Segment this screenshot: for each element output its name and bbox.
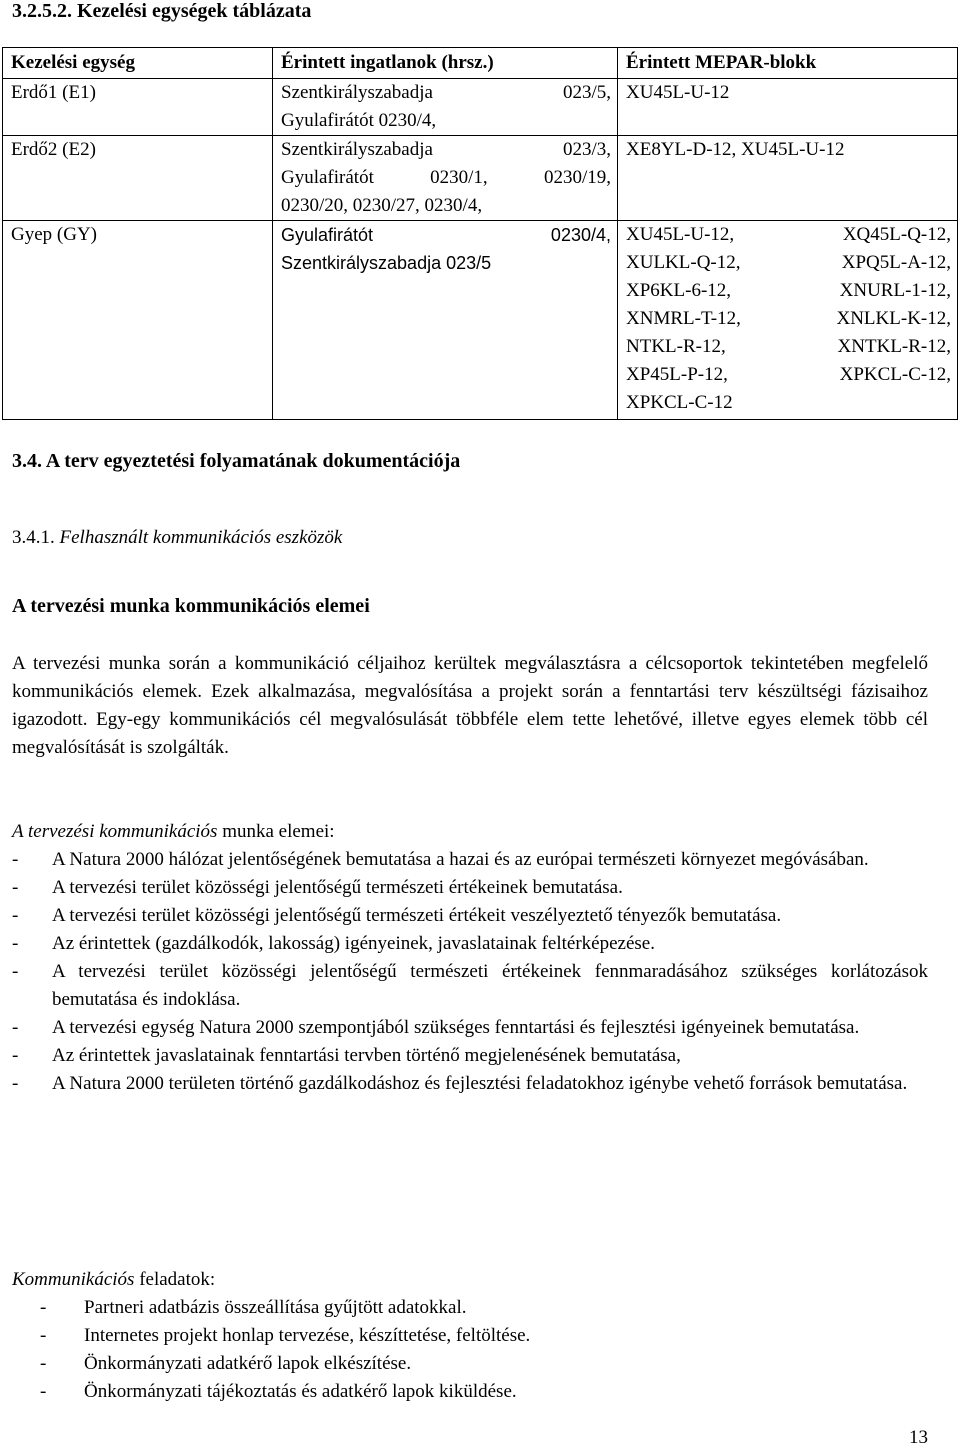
table-header-row (3, 48, 958, 79)
tasks-list (12, 1294, 928, 1406)
dash-bullet: - (12, 877, 19, 898)
list-item-text: A tervezési terület közösségi jelentőségű természeti értékeinek fennmaradásához szükséges korlátozások bemutatása és indoklása. (52, 961, 928, 1010)
dash-bullet: - (40, 1353, 47, 1374)
unit-cell: Erdő1 (E1) (3, 79, 273, 136)
mepar-line: NTKL-R-12, XNTKL-R-12, (626, 336, 951, 357)
list-item-text: A Natura 2000 hálózat jelentőségének bemutatása a hazai és az európai természeti környezet megóvásában. (52, 849, 869, 870)
mepar-line: XNMRL-T-12, XNLKL-K-12, (626, 308, 951, 329)
unit-cell: Gyep (GY) (3, 221, 273, 420)
table-row (3, 221, 958, 420)
mepar-cell (618, 136, 958, 221)
elements-list-title (12, 818, 335, 846)
list-item-text: A tervezési terület közösségi jelentőségű természeti értékeit veszélyeztető tényezők bemutatása. (52, 905, 782, 926)
table-header-cell: Érintett MEPAR-blokk (618, 48, 958, 79)
dash-bullet: - (12, 1045, 19, 1066)
list-item-text: Az érintettek (gazdálkodók, lakosság) igényeinek, javaslatainak feltérképezése. (52, 933, 655, 954)
mepar-cell (618, 221, 958, 420)
list-item (12, 1322, 928, 1350)
list-item-text: A tervezési terület közösségi jelentőségű természeti értékeinek bemutatása. (52, 877, 623, 898)
parcel-line: Szentkirályszabadja 023/3, (281, 139, 611, 160)
units-table (2, 47, 958, 420)
list-item (12, 930, 928, 958)
unit-cell: Erdő2 (E2) (3, 136, 273, 221)
list-item (12, 958, 928, 1014)
list-title-italic: A tervezési kommunikációs (12, 821, 218, 842)
mepar-line: XE8YL-D-12, XU45L-U-12 (626, 139, 845, 160)
section-heading-3-2-5-2: 3.2.5.2. Kezelési egységek táblázata (12, 0, 312, 22)
mepar-line: XU45L-U-12 (626, 82, 730, 103)
list-item (12, 846, 928, 874)
section-number: 3.4.1. (12, 527, 55, 548)
section-heading-3-4-1 (12, 527, 342, 549)
parcel-line: Szentkirályszabadja 023/5 (281, 253, 492, 273)
dash-bullet: - (40, 1325, 47, 1346)
list-item (12, 1378, 928, 1406)
dash-bullet: - (12, 961, 19, 982)
section-title: Felhasznált kommunikációs eszközök (59, 527, 343, 548)
parcels-cell (273, 79, 618, 136)
dash-bullet: - (12, 1017, 19, 1038)
list-title-italic: Kommunikációs (12, 1269, 135, 1290)
parcel-line: Gyulafirátót 0230/4, (281, 110, 437, 131)
dash-bullet: - (40, 1381, 47, 1402)
parcels-cell (273, 136, 618, 221)
dash-bullet: - (12, 905, 19, 926)
mepar-line: XP6KL-6-12, XNURL-1-12, (626, 280, 951, 301)
elements-list (12, 846, 928, 1098)
table-header-cell: Kezelési egység (3, 48, 273, 79)
parcel-line: Gyulafirátót 0230/4, (281, 225, 611, 245)
parcel-line: Szentkirályszabadja 023/5, (281, 82, 611, 103)
table-row (3, 79, 958, 136)
list-item (12, 1070, 928, 1098)
mepar-cell (618, 79, 958, 136)
list-title-rest: munka elemei: (217, 821, 335, 842)
list-item (12, 1294, 928, 1322)
list-item (12, 902, 928, 930)
list-item (12, 1042, 928, 1070)
list-item-text: Partneri adatbázis összeállítása gyűjtött adatokkal. (84, 1297, 467, 1318)
mepar-line: XULKL-Q-12, XPQ5L-A-12, (626, 252, 951, 273)
page-number: 13 (909, 1427, 928, 1448)
mepar-line: XPKCL-C-12 (626, 392, 733, 413)
list-item (12, 1350, 928, 1378)
section-heading-3-4: 3.4. A terv egyeztetési folyamatának dokumentációja (12, 450, 461, 472)
parcel-line: Gyulafirátót 0230/1, 0230/19, (281, 167, 611, 188)
mepar-line: XU45L-U-12, XQ45L-Q-12, (626, 224, 951, 245)
list-item-text: Internetes projekt honlap tervezése, készíttetése, feltöltése. (84, 1325, 531, 1346)
dash-bullet: - (40, 1297, 47, 1318)
list-item-text: Önkormányzati tájékoztatás és adatkérő lapok kiküldése. (84, 1381, 517, 1402)
body-paragraph: A tervezési munka során a kommunikáció céljaihoz kerültek megválasztásra a célcsoportok tekintetében megfelelő kommunikációs elemek. Ezek alkalmazása, megvalósítása a projekt során a fenntartási terv készültségi fázisaihoz igazodott. Egy-egy kommunikációs cél megvalósulását többféle elem tette lehetővé, illetve egyes elemek több cél megvalósítását is szolgálták. (12, 653, 928, 758)
subheading: A tervezési munka kommunikációs elemei (12, 595, 370, 617)
list-title-rest: feladatok: (134, 1269, 216, 1290)
list-item-text: Az érintettek javaslatainak fenntartási tervben történő megjelenésének bemutatása, (52, 1045, 681, 1066)
tasks-list-title (12, 1266, 215, 1294)
list-item-text: A tervezési egység Natura 2000 szempontjából szükséges fenntartási és fejlesztési igényeinek bemutatása. (52, 1017, 860, 1038)
dash-bullet: - (12, 1073, 19, 1094)
mepar-line: XP45L-P-12, XPKCL-C-12, (626, 364, 951, 385)
parcel-line: 0230/20, 0230/27, 0230/4, (281, 195, 483, 216)
parcels-cell (273, 221, 618, 420)
list-item-text: A Natura 2000 területen történő gazdálkodáshoz és fejlesztési feladatokhoz igénybe vehető források bemutatása. (52, 1073, 908, 1094)
table-header-cell: Érintett ingatlanok (hrsz.) (273, 48, 618, 79)
list-item-text: Önkormányzati adatkérő lapok elkészítése. (84, 1353, 412, 1374)
list-item (12, 1014, 928, 1042)
dash-bullet: - (12, 849, 19, 870)
table-row (3, 136, 958, 221)
dash-bullet: - (12, 933, 19, 954)
list-item (12, 874, 928, 902)
